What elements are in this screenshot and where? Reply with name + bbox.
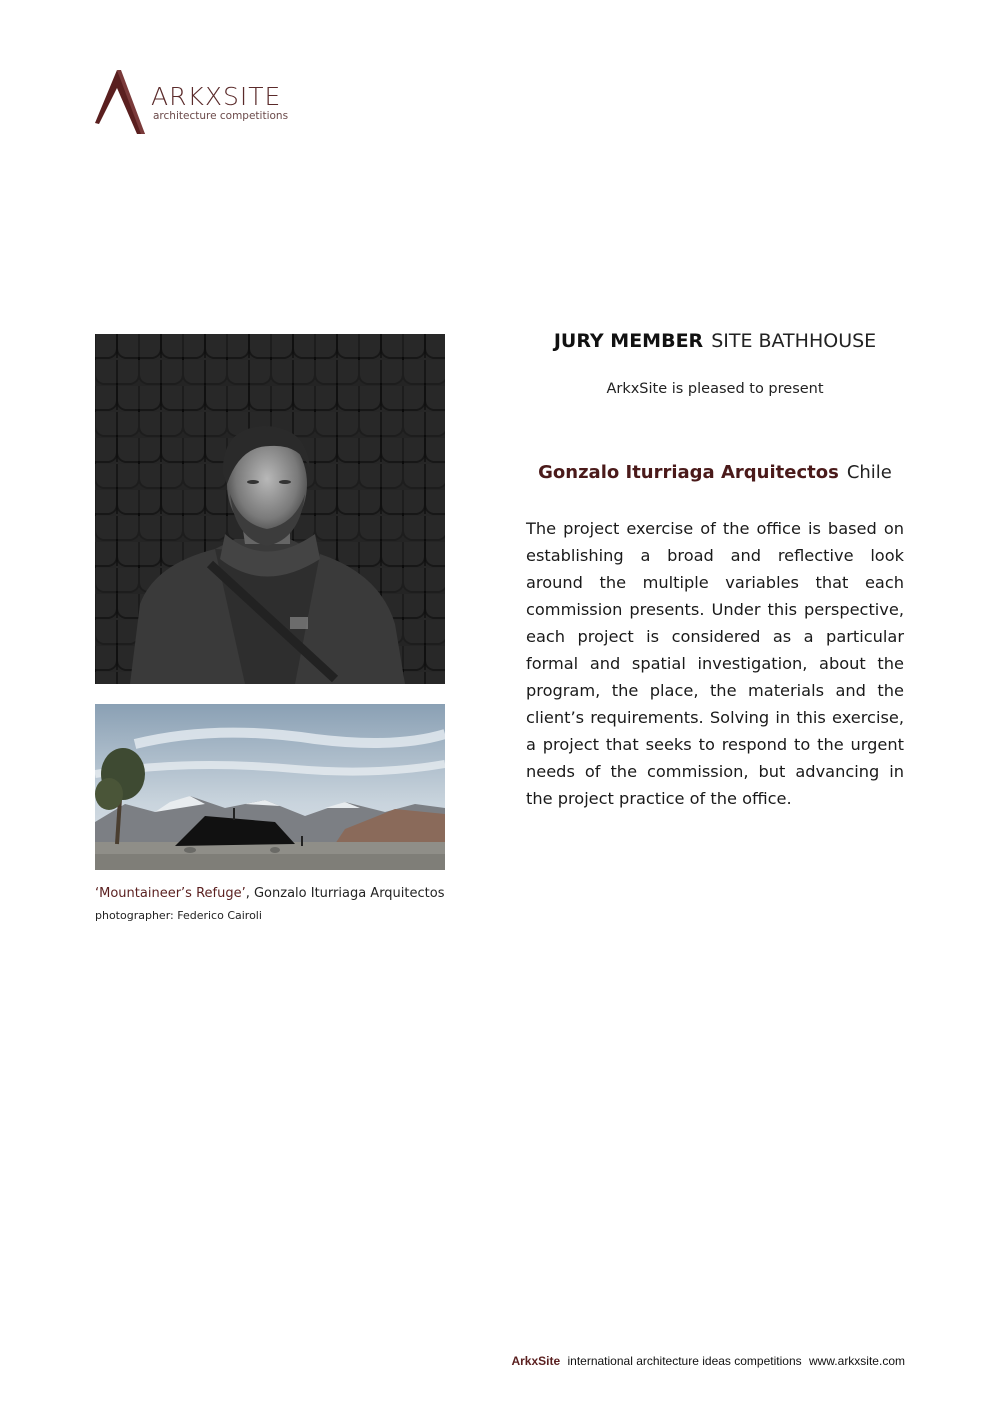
logo-tagline: architecture competitions (153, 110, 289, 122)
competition-name: SITE BATHHOUSE (711, 330, 877, 352)
photo-caption (95, 886, 444, 901)
logo-name: ARKXSITE (151, 82, 282, 111)
photographer-credit: photographer: Federico Cairoli (95, 909, 262, 922)
footer-url-link[interactable]: www.arkxsite.com (808, 1354, 905, 1368)
jury-label: JURY MEMBER (553, 330, 704, 352)
portrait-photo (95, 334, 445, 684)
intro-text: ArkxSite is pleased to present (606, 381, 824, 397)
footer-brand: ArkxSite (511, 1354, 561, 1368)
footer (511, 1354, 905, 1368)
refuge-photo (95, 704, 445, 870)
studio-heading (526, 462, 904, 483)
footer-text: international architecture ideas competitions (567, 1354, 802, 1368)
studio-name: Gonzalo Iturriaga Arquitectos (538, 462, 839, 483)
studio-country: Chile (846, 462, 892, 483)
description-paragraph: The project exercise of the office is based on establishing a broad and reflective look around the multiple variables that each commission presents. Under this perspective, each project is considered as a particular formal and spatial investigation, about the program, the place, the materials and the client’s requirements. Solving in this exercise, a project that seeks to respond to the urgent needs of the commission, but advancing in the project practice of the office. (526, 519, 904, 808)
brand-logo[interactable] (93, 68, 293, 138)
caption-author: , Gonzalo Iturriaga Arquitectos (245, 886, 445, 901)
page-title (526, 330, 904, 352)
triangle-a-logo-icon (93, 68, 149, 136)
caption-title: ‘Mountaineer’s Refuge’ (95, 886, 246, 901)
